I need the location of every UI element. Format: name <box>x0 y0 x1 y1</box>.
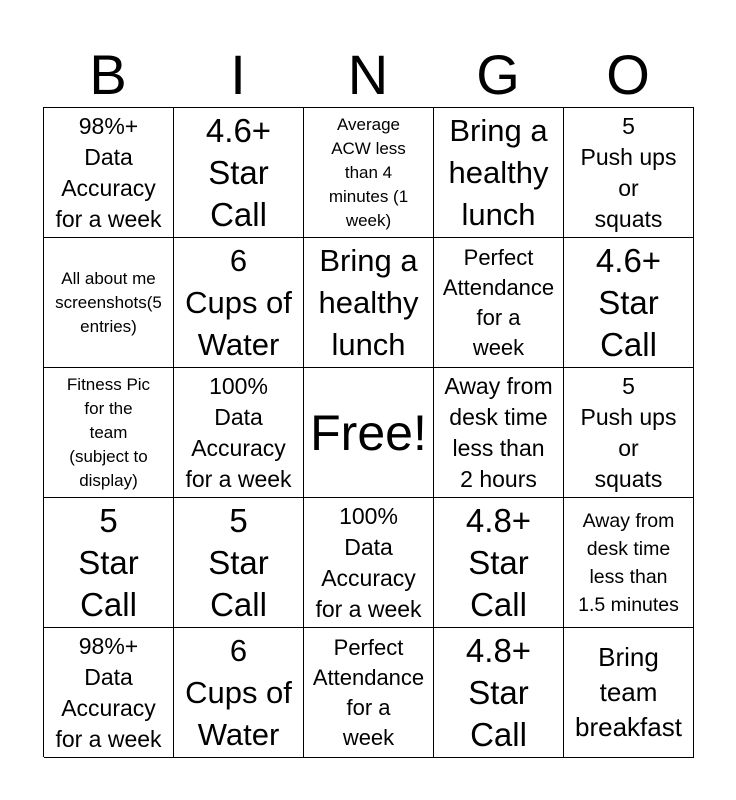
cell-text: Bring a healthy lunch <box>318 242 419 362</box>
bingo-cell-r1-c2[interactable] <box>174 108 304 238</box>
bingo-cell-r2-c2[interactable] <box>174 238 304 368</box>
bingo-cell-r2-c1[interactable] <box>44 238 174 368</box>
bingo-cell-r3-c2[interactable] <box>174 368 304 498</box>
bingo-cell-r1-c4[interactable] <box>434 108 564 238</box>
bingo-cell-r3-c4[interactable] <box>434 368 564 498</box>
bingo-cell-r5-c5[interactable] <box>564 628 694 758</box>
header-letter-n: N <box>347 43 389 106</box>
header-letter-b: B <box>89 43 127 106</box>
bingo-cell-r1-c5[interactable] <box>564 108 694 238</box>
bingo-cell-r2-c4[interactable] <box>434 238 564 368</box>
bingo-cell-r4-c5[interactable] <box>564 498 694 628</box>
cell-text: 5 Push ups or squats <box>580 112 677 232</box>
bingo-grid <box>43 107 694 757</box>
bingo-cell-r4-c3[interactable] <box>304 498 434 628</box>
bingo-cell-r4-c1[interactable] <box>44 498 174 628</box>
cell-text: 5 Push ups or squats <box>580 372 677 492</box>
header-letter-o: O <box>606 43 650 106</box>
bingo-cell-r3-c1[interactable] <box>44 368 174 498</box>
bingo-cell-r2-c5[interactable] <box>564 238 694 368</box>
bingo-cell-r4-c4[interactable] <box>434 498 564 628</box>
bingo-cell-r3-c3[interactable] <box>304 368 434 498</box>
bingo-header <box>43 44 693 106</box>
cell-text: Average ACW less than 4 minutes (1 week) <box>328 114 409 230</box>
cell-text: Away from desk time less than 2 hours <box>444 372 553 492</box>
cell-text: All about me screenshots(5 entries) <box>55 268 162 336</box>
cell-text: 100% Data Accuracy for a week <box>315 502 422 622</box>
cell-text: Perfect Attendance for a week <box>442 244 555 360</box>
bingo-cell-r4-c2[interactable] <box>174 498 304 628</box>
cell-text: Bring a healthy lunch <box>448 112 549 232</box>
cell-text: 5 Star Call <box>78 501 139 623</box>
bingo-cell-r3-c5[interactable] <box>564 368 694 498</box>
cell-text: 98%+ Data Accuracy for a week <box>55 112 162 232</box>
free-space-text: Free! <box>310 404 427 461</box>
cell-text: 100% Data Accuracy for a week <box>185 372 292 492</box>
header-letter-i: I <box>230 43 246 106</box>
cell-text: Perfect Attendance for a week <box>312 634 425 750</box>
header-letter-g: G <box>476 43 520 106</box>
bingo-cell-r5-c2[interactable] <box>174 628 304 758</box>
cell-text: Fitness Pic for the team (subject to display) <box>66 374 151 490</box>
cell-text: 5 Star Call <box>208 501 269 623</box>
cell-text: 4.6+ Star Call <box>595 241 662 363</box>
bingo-cell-r5-c3[interactable] <box>304 628 434 758</box>
cell-text: Bring team breakfast <box>575 642 682 742</box>
cell-text: 4.8+ Star Call <box>465 631 532 753</box>
cell-text: 6 Cups of Water <box>185 242 292 362</box>
cell-text: 6 Cups of Water <box>185 632 292 752</box>
cell-text: Away from desk time less than 1.5 minutes <box>578 509 679 616</box>
bingo-cell-r1-c3[interactable] <box>304 108 434 238</box>
cell-text: 4.8+ Star Call <box>465 501 532 623</box>
cell-text: 4.6+ Star Call <box>205 111 272 233</box>
bingo-cell-r1-c1[interactable] <box>44 108 174 238</box>
bingo-cell-r5-c1[interactable] <box>44 628 174 758</box>
bingo-cell-r2-c3[interactable] <box>304 238 434 368</box>
cell-text: 98%+ Data Accuracy for a week <box>55 632 162 752</box>
bingo-cell-r5-c4[interactable] <box>434 628 564 758</box>
